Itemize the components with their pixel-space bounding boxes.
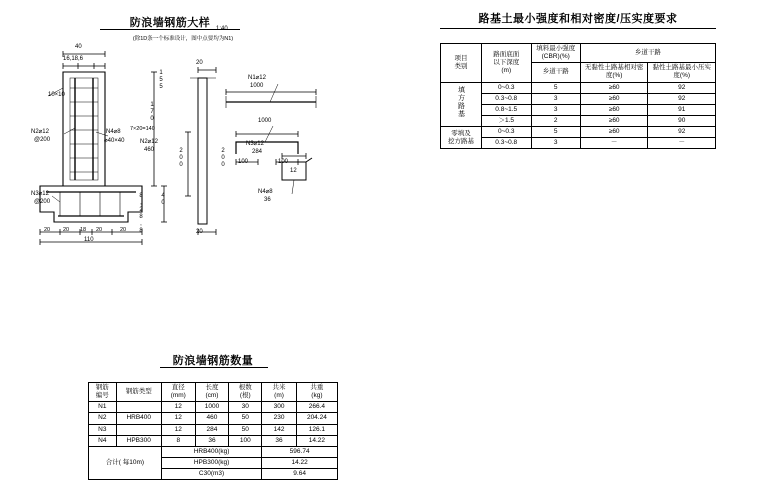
dim-110: 110 [84,237,94,243]
cell-count: 100 [229,435,262,446]
dim-7x20-140: 7×20=140 [130,126,155,132]
cell-cat-cut: 零填及 挖方路基 [447,129,474,145]
label-n2b: N2⌀12 [140,139,158,145]
dim-100b: 100 [278,159,289,165]
cell-cbr: 2 [531,115,580,126]
header-cbr-rural: 乡道干路 [542,68,569,76]
cell-comp: 90 [648,115,716,126]
summary-label: 合计( 每10m) [89,446,162,479]
label-n2: N2⌀12 [31,129,49,135]
dim-16-18-6: 16,18,6 [63,56,84,62]
title-underline-2 [160,367,268,368]
label-n3b-length: 284 [252,149,263,155]
table-row [89,413,338,424]
dim-1000: 1000 [258,118,272,124]
summary-item: C30(m3) [161,469,261,480]
table-row [441,127,716,138]
soil-strength-table-title: 路基土最小强度和相对密度/压实度要求 [440,10,716,29]
drawing-title: 防浪墙钢筋大样 [129,17,211,29]
dim-40-footing: 40 [160,193,166,207]
cell-rel: ≥60 [580,82,648,93]
cell-bar-type [116,402,161,413]
cell-length: 1000 [195,402,229,413]
dim-12: 12 [290,168,297,174]
dim-bottom-20a: 20 [44,227,51,233]
header-total-kg: 共重 (kg) [310,384,324,400]
label-n3-spacing: @200 [34,199,51,205]
header-rural-group: 乡道干路 [634,49,661,57]
dim-100a: 100 [238,159,249,165]
cell-total-m: 142 [262,424,297,435]
soil-strength-table-block [440,10,740,149]
cell-diameter: 12 [161,424,195,435]
cell-bar-no: N4 [89,435,117,446]
cell-rel: ≥60 [580,127,648,138]
cell-comp: 92 [648,127,716,138]
cell-comp: 91 [648,104,716,115]
cell-total-kg: 266.4 [296,402,337,413]
cell-total-m: 36 [262,435,297,446]
dim-40-top: 40 [75,44,82,50]
cell-total-m: 230 [262,413,297,424]
cell-comp: － [648,138,716,149]
header-cohesive: 黏性土路基最小压实度(%) [652,64,711,80]
dim-mid-20-top: 20 [196,60,203,66]
cell-length: 284 [195,424,229,435]
cell-rel: － [580,138,648,149]
cell-count: 30 [229,402,262,413]
cell-count: 50 [229,424,262,435]
summary-row [89,446,338,457]
summary-value: 14.22 [262,457,338,468]
table-header-row [89,383,338,402]
cell-cbr: 5 [531,127,580,138]
cell-total-kg: 14.22 [296,435,337,446]
cell-depth: ＞1.5 [481,115,531,126]
cell-depth: 0.3~0.8 [481,93,531,104]
dim-155: 155 [158,70,164,91]
label-n4: N4⌀8 [106,129,121,135]
dim-bottom-20b: 20 [63,227,70,233]
header-total-m: 共米 (m) [272,384,286,400]
label-n4b: N4⌀8 [258,189,273,195]
rebar-quantity-table [88,382,338,480]
cell-comp: 92 [648,93,716,104]
label-n3b: N3⌀12 [246,141,264,147]
table-row [441,138,716,149]
header-depth: 路面底面 以下深度 (m) [493,50,520,74]
cell-cbr: 3 [531,104,580,115]
header-cbr-group: 填料最小强度 (CBR)(%) [536,45,576,61]
label-n1-length: 1000 [250,83,264,89]
header-bar-type: 钢筋类型 [125,388,152,396]
label-n4b-length: 36 [264,197,271,203]
cell-bar-type: HRB400 [116,413,161,424]
cell-rel: ≥60 [580,104,648,115]
header-length: 长度 (cm) [205,384,219,400]
cell-depth: 0.8~1.5 [481,104,531,115]
cell-bar-type: HPB300 [116,435,161,446]
dim-mid-20-bottom: 20 [196,229,203,235]
header-bar-no: 钢筋 编号 [95,384,109,400]
summary-value: 9.64 [262,469,338,480]
cell-diameter: 8 [161,435,195,446]
label-n3: N3⌀12 [31,191,49,197]
drawing-note: (除1D条一个标准设计，图中点要均为N1) [132,36,234,42]
cell-cbr: 3 [531,138,580,149]
label-n4-spacing: ⌀40×40 [104,138,125,144]
cell-comp: 92 [648,82,716,93]
label-n1: N1⌀12 [248,75,266,81]
cell-cat-fill: 填方路基 [457,86,465,119]
cell-cbr: 3 [531,93,580,104]
dim-10x10: 10×10 [48,92,65,98]
cell-rel: ≥60 [580,93,648,104]
summary-item: HPB300(kg) [161,457,261,468]
cell-diameter: 12 [161,413,195,424]
cell-bar-no: N1 [89,402,117,413]
table-row [89,402,338,413]
cell-length: 460 [195,413,229,424]
table-row [441,104,716,115]
cell-total-m: 300 [262,402,297,413]
label-n2-spacing: @200 [34,137,51,143]
header-noncohesive: 无黏性土路基相对密度(%) [584,64,644,80]
cell-length: 36 [195,435,229,446]
cell-diameter: 12 [161,402,195,413]
table-row [441,115,716,126]
cell-cbr: 5 [531,82,580,93]
table-row [89,424,338,435]
dim-8-28-8: 8,28,8 [138,193,144,235]
dim-bottom-18: 18 [80,227,87,233]
cell-depth: 0~0.3 [481,82,531,93]
header-count: 根数 (根) [238,384,252,400]
table-row [89,435,338,446]
dim-bottom-20c: 20 [96,227,103,233]
cell-bar-type [116,424,161,435]
cell-bar-no: N3 [89,424,117,435]
header-diameter: 直径 (mm) [170,384,186,400]
dim-mid-200b: 200 [220,148,226,169]
dim-mid-200: 200 [178,148,184,169]
rebar-detail-drawing [30,8,330,258]
cell-depth: 0~0.3 [481,127,531,138]
summary-value: 596.74 [262,446,338,457]
cell-bar-no: N2 [89,413,117,424]
table-row [441,93,716,104]
soil-strength-table [440,43,716,149]
dim-bottom-20d: 20 [120,227,127,233]
rebar-quantity-table-title: 防浪墙钢筋数量 [172,355,254,367]
cell-rel: ≥60 [580,115,648,126]
cell-count: 50 [229,413,262,424]
cell-depth: 0.3~0.8 [481,138,531,149]
table-header-row [441,44,716,63]
table-row [441,82,716,93]
cell-total-kg: 126.1 [296,424,337,435]
summary-item: HRB400(kg) [161,446,261,457]
dim-170: 170 [149,102,155,123]
drawing-scale: 1:40 [216,26,228,32]
label-n2b-length: 460 [144,147,155,153]
rebar-quantity-table-block [88,352,348,480]
header-category: 项目 类别 [454,54,468,70]
cell-total-kg: 204.24 [296,413,337,424]
